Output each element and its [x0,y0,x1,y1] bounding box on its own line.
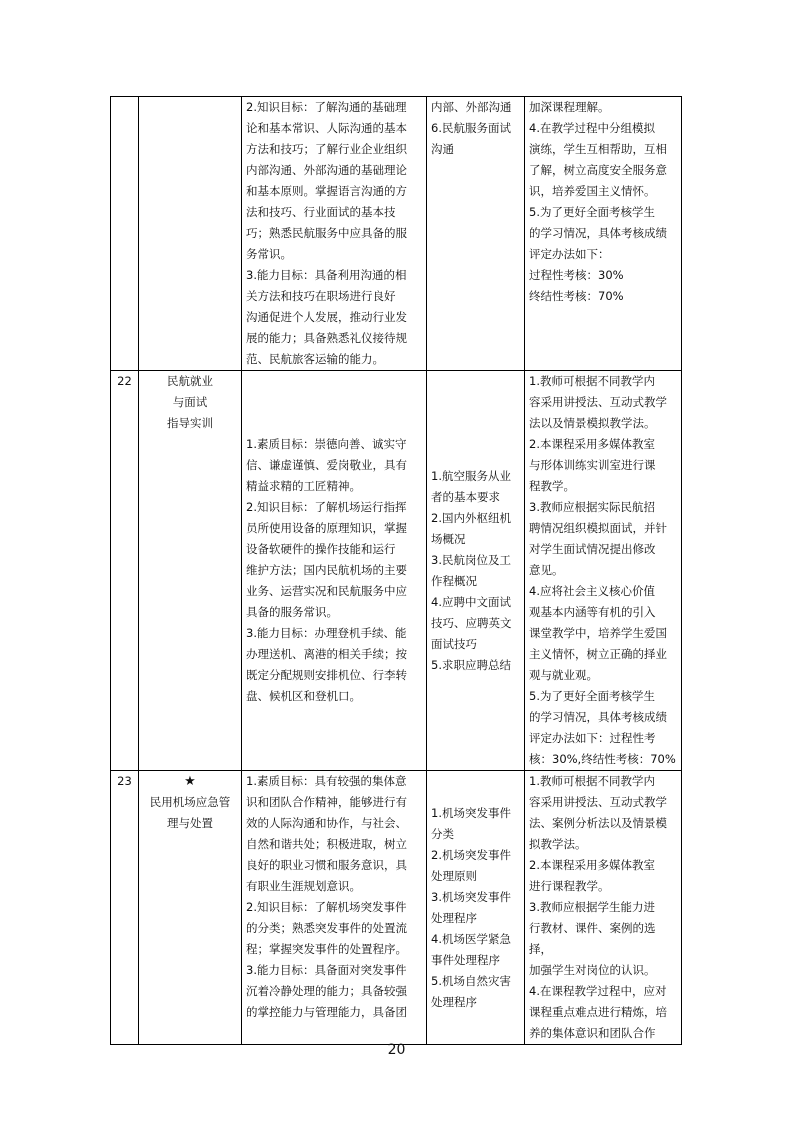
teaching-method-cell [525,771,682,1045]
text-line: 既定分配规则安排机位、行李转 [246,668,407,682]
text-line: 4.机场医学紧急 [431,931,511,946]
text-line: 4.在课程教学过程中，应对 [529,984,667,998]
text-line: 沟通促进个人发展，推动行业发 [246,310,407,324]
text-line: 拟教学法。 [529,837,587,851]
text-line: 2.知识目标：了解沟通的基础理 [246,100,407,114]
text-line: 2.本课程采用多媒体教室 [529,437,655,451]
text-line: 设备软硬件的操作技能和运行 [246,542,396,556]
text-line: 核：30%,终结性考核：70% [529,752,676,766]
text-line: 课堂教学中，培养学生爱国 [529,626,667,640]
text-line: 2.知识目标：了解机场突发事件 [246,900,407,914]
text-line: 方法和技巧；了解行业企业组织 [246,142,407,156]
text-line: 具备的服务常识。 [246,605,338,619]
course-number-cell [111,97,139,371]
text-line: 3.能力目标：具备面对突发事件 [246,963,407,977]
text-line: 程；掌握突发事件的处置程序。 [246,942,407,956]
text-line: 的分类；熟悉突发事件的处置流 [246,921,407,935]
text-line: 主义情怀，树立正确的择业 [529,647,667,661]
text-line: 过程性考核：30% [529,268,624,282]
text-line: 展的能力；具备熟悉礼仪接待规 [246,331,407,345]
course-objectives-cell [242,371,427,771]
text-line: 观与就业观。 [529,668,598,682]
text-line: 进行课程教学。 [529,879,610,893]
text-line: 处理原则 [431,868,477,883]
teaching-method-cell [525,371,682,771]
text-line: 业务、运营实况和民航服务中应 [246,584,407,598]
text-line: 对学生面试情况提出修改 [529,542,656,556]
text-line: 聘情况组织模拟面试，并针 [529,521,667,535]
text-line: 3.教师应根据实际民航招 [529,500,655,514]
text-line: 演练，学生互相帮助，互相 [529,142,667,156]
text-line: 终结性考核：70% [529,289,624,303]
text-line: 指导实训 [167,416,213,430]
text-line: 务常识。 [246,247,292,261]
text-line: 4.应聘中文面试 [431,594,511,609]
text-line: 民用机场应急管 [149,795,231,809]
text-line: 的学习情况，具体考核成绩 [529,710,667,724]
text-line: 识和团队合作精神，能够进行有 [246,795,407,809]
text-line: 课程重点难点进行精炼，培 [529,1005,667,1019]
text-line: 2.本课程采用多媒体教室 [529,858,655,872]
text-line: 3.机场突发事件 [431,889,511,904]
text-line: 意见。 [529,563,564,577]
course-content-cell [427,371,525,771]
text-line: 4.应将社会主义核心价值 [529,584,655,598]
text-line: 分类 [431,826,454,841]
text-line: 4.在教学过程中分组模拟 [529,121,655,135]
text-line: 理与处置 [167,816,213,830]
star-icon: ★ [184,774,196,789]
course-content-cell [427,97,525,371]
text-line: 评定办法如下：过程性考 [529,731,656,745]
text-line: 技巧、应聘英文 [431,615,512,630]
text-line: 1.机场突发事件 [431,805,511,820]
text-line: 盘、候机区和登机口。 [246,689,361,703]
text-line: 5.求职应聘总结 [431,657,511,672]
curriculum-table [110,96,682,1045]
text-line: 2.机场突发事件 [431,847,511,862]
text-line: 自然和谐共处；积极进取，树立 [246,837,407,851]
text-line: 评定办法如下： [529,247,610,261]
text-line: 良好的职业习惯和服务意识，具 [246,858,407,872]
text-line: 民航就业 [167,374,213,388]
text-line: 精益求精的工匠精神。 [246,479,361,493]
text-line: 3.能力目标：办理登机手续、能 [246,626,407,640]
text-line: 1.航空服务从业 [431,468,511,483]
text-line: 内部沟通、外部沟通的基础理论 [246,163,407,177]
text-line: 1.素质目标：具有较强的集体意 [246,774,407,788]
text-line: 范、民航旅客运输的能力。 [246,352,384,366]
text-line: 者的基本要求 [431,489,500,504]
course-objectives-cell [242,97,427,371]
text-line: 识，培养爱国主义情怀。 [529,184,656,198]
text-line: 2.国内外枢纽机 [431,510,511,525]
teaching-method-cell [525,97,682,371]
table-body [111,97,682,1045]
text-line: 容采用讲授法、互动式教学 [529,795,667,809]
text-line: 面试技巧 [431,636,477,651]
text-line: 有职业生涯规划意识。 [246,879,361,893]
course-name-cell [139,771,242,1045]
course-number-cell: 22 [111,371,139,771]
text-line: 法、案例分析法以及情景模 [529,816,667,830]
text-line: 巧；熟悉民航服务中应具备的服 [246,226,407,240]
text-line: 1.素质目标：崇德向善、诚实守 [246,437,407,451]
text-line: 5.为了更好全面考核学生 [529,205,655,219]
text-line: 维护方法；国内民航机场的主要 [246,563,407,577]
text-line: 行教材、课件、案例的选择， [529,921,656,956]
text-line: 信、谦虚谨慎、爱岗敬业，具有 [246,458,407,472]
text-line: 事件处理程序 [431,952,500,967]
text-line: 的掌控能力与管理能力，具备团 [246,1005,407,1019]
table-row [111,371,682,771]
course-content-cell [427,771,525,1045]
text-line: 和基本原则。掌握语言沟通的方 [246,184,407,198]
text-line: 6.民航服务面试 [431,121,511,135]
text-line: 法以及情景模拟教学法。 [529,416,656,430]
text-line: 1.教师可根据不同教学内 [529,774,655,788]
text-line: 3.民航岗位及工 [431,552,511,567]
text-line: 5.为了更好全面考核学生 [529,689,655,703]
text-line: 关方法和技巧在职场进行良好 [246,289,396,303]
text-line: 沉着冷静处理的能力；具备较强 [246,984,407,998]
text-line: 加强学生对岗位的认识。 [529,963,656,977]
text-line: 1.教师可根据不同教学内 [529,374,655,388]
course-name-cell [139,371,242,771]
text-line: 与面试 [172,395,208,409]
text-line: 观基本内涵等有机的引入 [529,605,656,619]
text-line: 3.教师应根据学生能力进 [529,900,655,914]
text-line: 与形体训练实训室进行课 [529,458,656,472]
text-line: 论和基本常识、人际沟通的基本 [246,121,407,135]
text-line: 处理程序 [431,994,477,1009]
text-line: 场概况 [431,531,466,546]
course-name-cell [139,97,242,371]
text-line: 法和技巧、行业面试的基本技 [246,205,396,219]
text-line: 容采用讲授法、互动式教学 [529,395,667,409]
table-row [111,97,682,371]
page-number: 20 [387,1042,406,1058]
text-line: 2.知识目标：了解机场运行指挥 [246,500,407,514]
text-line: 办理送机、离港的相关手续；按 [246,647,407,661]
text-line: 作程概况 [431,573,477,588]
text-line: 处理程序 [431,910,477,925]
course-objectives-cell [242,771,427,1045]
text-line: 效的人际沟通和协作，与社会、 [246,816,407,830]
text-line: 养的集体意识和团队合作 [529,1026,656,1040]
text-line: 程教学。 [529,479,575,493]
text-line: 员所使用设备的原理知识，掌握 [246,521,407,535]
text-line: 3.能力目标：具备利用沟通的相 [246,268,407,282]
text-line: 了解，树立高度安全服务意 [529,163,667,177]
text-line: 沟通 [431,142,454,156]
table-row [111,771,682,1045]
text-line: 5.机场自然灾害 [431,973,511,988]
text-line: 内部、外部沟通 [431,100,512,114]
text-line: 的学习情况，具体考核成绩 [529,226,667,240]
text-line: 加深课程理解。 [529,100,610,114]
course-number-cell: 23 [111,771,139,1045]
